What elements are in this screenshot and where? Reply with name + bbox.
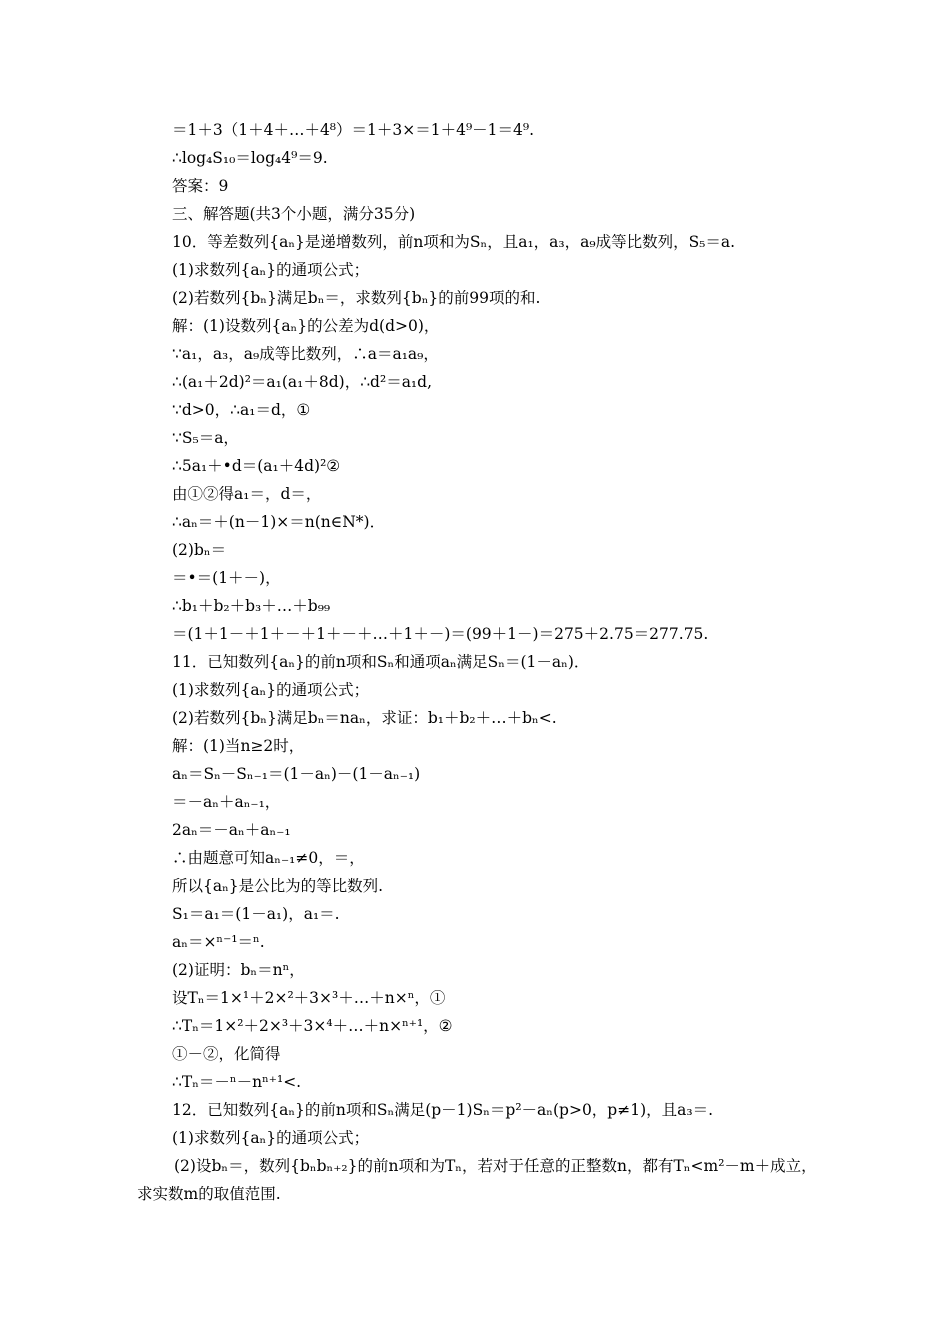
text-line: 2aₙ＝－aₙ＋aₙ₋₁ [172, 821, 291, 839]
text-line-continuation: 求实数m的取值范围. [137, 1185, 281, 1203]
text-line: 所以{aₙ}是公比为的等比数列. [172, 877, 384, 895]
text-line: ＝(1＋1－＋1＋－＋1＋－＋…＋1＋－)＝(99＋1－)＝275＋2.75＝277.75. [172, 625, 709, 643]
text-line: ∵S₅＝a， [172, 429, 239, 447]
problem-11-statement: 11．已知数列{aₙ}的前n项和Sₙ和通项aₙ满足Sₙ＝(1－aₙ)． [172, 653, 590, 671]
text-line: ∵d>0，∴a₁＝d，① [172, 401, 311, 419]
text-line: (1)求数列{aₙ}的通项公式； [172, 261, 370, 279]
text-line: (1)求数列{aₙ}的通项公式； [172, 681, 370, 699]
text-line: ∴Tₙ＝－ⁿ－nⁿ⁺¹<. [172, 1073, 302, 1091]
text-line: ＝•＝(1＋－)， [172, 569, 281, 587]
text-body [0, 116, 950, 1208]
text-line: 答案：9 [172, 177, 229, 195]
text-line: ∵a₁，a₃，a₉成等比数列，∴a＝a₁a₉， [172, 345, 439, 363]
text-line: ∴由题意可知aₙ₋₁≠0，＝， [172, 849, 365, 867]
section-heading: 三、解答题(共3个小题，满分35分) [172, 205, 416, 223]
text-line: (2)bₙ＝ [172, 541, 227, 559]
text-line: 由①②得a₁＝，d＝， [172, 485, 322, 503]
text-line: 解：(1)当n≥2时， [172, 737, 305, 755]
text-line: (2)若数列{bₙ}满足bₙ＝naₙ，求证：b₁＋b₂＋…＋bₙ<. [172, 709, 557, 727]
text-line: (2)若数列{bₙ}满足bₙ＝，求数列{bₙ}的前99项的和. [172, 289, 541, 307]
text-line: 解：(1)设数列{aₙ}的公差为d(d>0)， [172, 317, 440, 335]
text-line: aₙ＝×ⁿ⁻¹＝ⁿ. [172, 933, 265, 951]
text-line: ∴b₁＋b₂＋b₃＋…＋b₉₉ [172, 597, 331, 615]
text-line: ∴Tₙ＝1×²＋2×³＋3×⁴＋…＋n×ⁿ⁺¹，② [172, 1017, 453, 1035]
text-line: ∴(a₁＋2d)²＝a₁(a₁＋8d)，∴d²＝a₁d, [172, 373, 432, 391]
text-line: 设Tₙ＝1×¹＋2×²＋3×³＋…＋n×ⁿ，① [172, 989, 446, 1007]
problem-12-statement: 12．已知数列{aₙ}的前n项和Sₙ满足(p－1)Sₙ＝p²－aₙ(p>0，p≠1)，且a₃＝. [172, 1101, 714, 1119]
text-line: ∴log₄S₁₀＝log₄4⁹＝9. [172, 149, 328, 167]
text-line: ①－②，化简得 [172, 1045, 281, 1063]
text-line: ∴aₙ＝＋(n－1)×＝n(n∈N*)． [172, 513, 386, 531]
text-line: (1)求数列{aₙ}的通项公式； [172, 1129, 370, 1147]
text-line: ＝－aₙ＋aₙ₋₁， [172, 793, 281, 811]
text-line: ＝1＋3（1＋4＋…＋4⁸）＝1＋3×＝1＋4⁹－1＝4⁹. [172, 121, 535, 139]
text-line: (2)设bₙ＝，数列{bₙbₙ₊₂}的前n项和为Tₙ，若对于任意的正整数n，都有Tₙ<m²－m＋成立， [174, 1157, 817, 1175]
text-line: aₙ＝Sₙ－Sₙ₋₁＝(1－aₙ)－(1－aₙ₋₁) [172, 765, 421, 783]
text-line: S₁＝a₁＝(1－a₁)，a₁＝. [172, 905, 340, 923]
text-line: (2)证明：bₙ＝nⁿ， [172, 961, 305, 979]
problem-10-statement: 10．等差数列{aₙ}是递增数列，前n项和为Sₙ，且a₁，a₃，a₉成等比数列，S₅＝a. [172, 233, 736, 251]
text-line: ∴5a₁＋•d＝(a₁＋4d)²② [172, 457, 341, 475]
